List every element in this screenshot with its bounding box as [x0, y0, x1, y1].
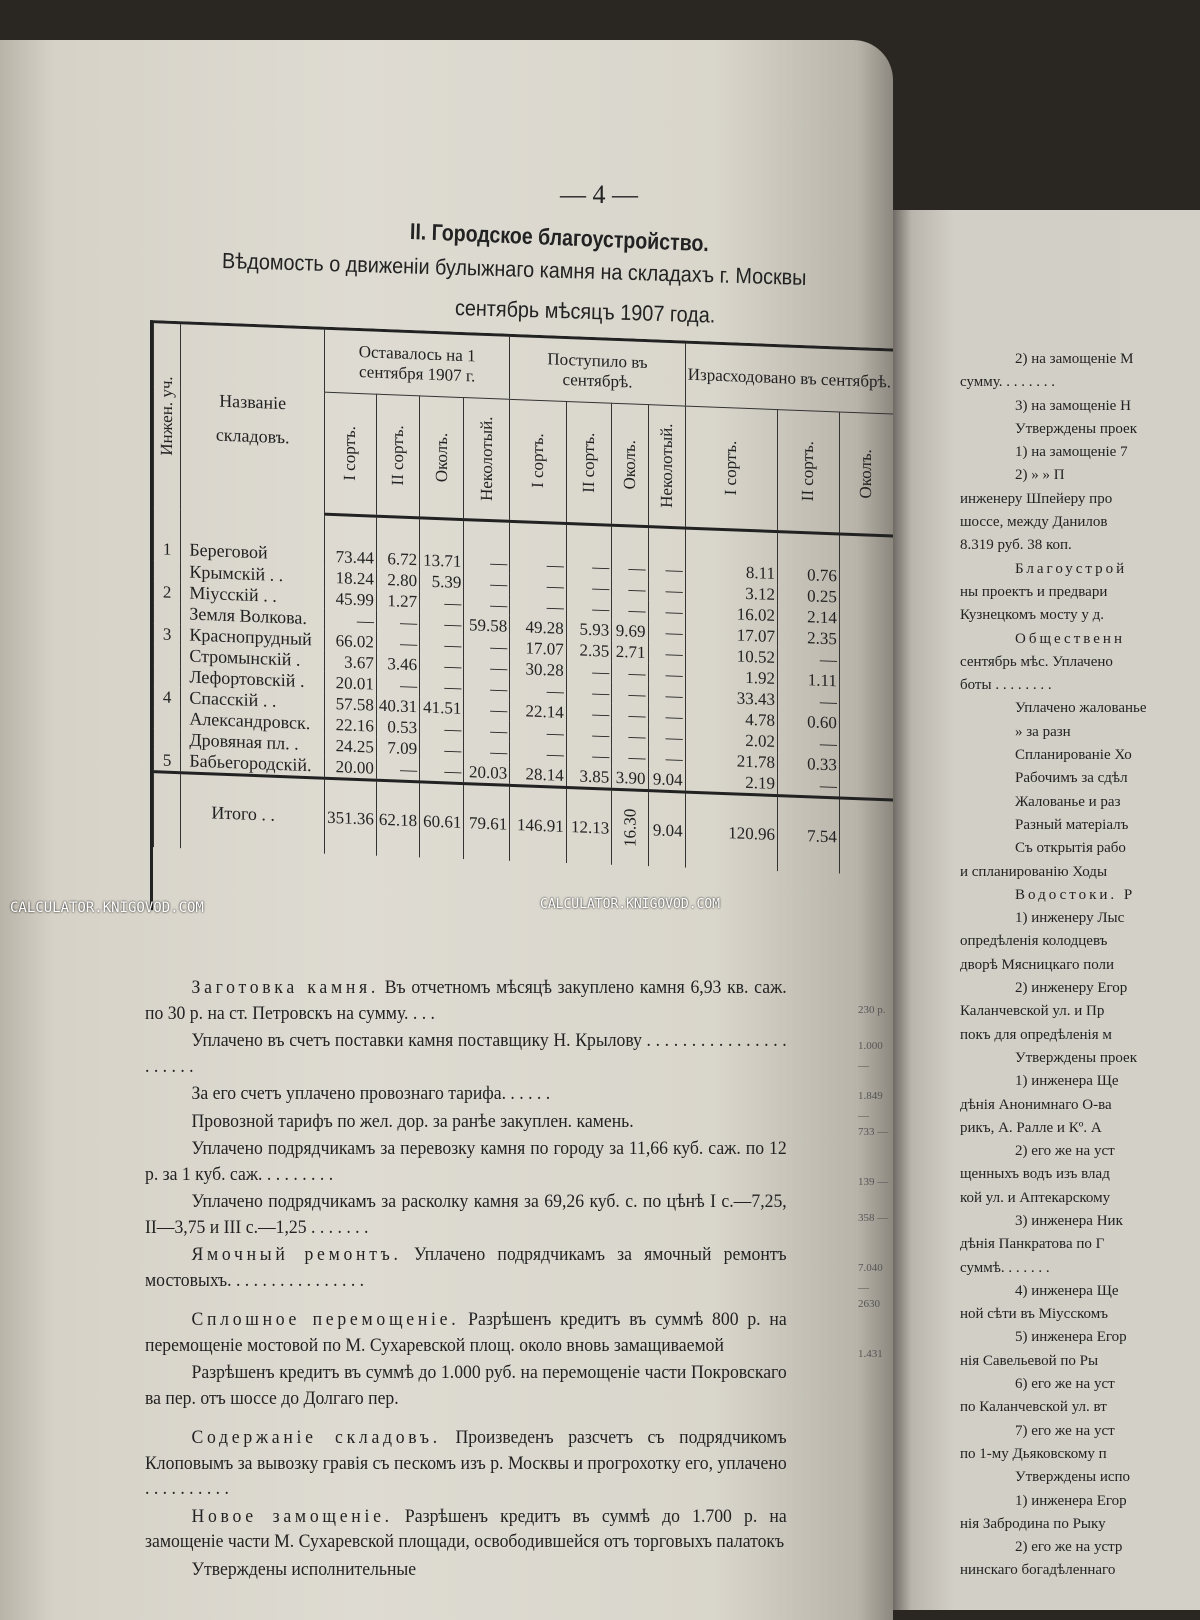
text-line: Утверждены испо: [1015, 1469, 1131, 1486]
district-cell: [154, 772, 181, 849]
district-cell: [154, 602, 181, 624]
page-number: — 4 —: [560, 180, 638, 209]
remained-cell: —: [376, 632, 419, 655]
remained-cell: 20.03: [464, 761, 510, 785]
text-line: сентябрь мѣс. Уплачено: [960, 653, 1113, 670]
spent-cell: 2.35: [777, 626, 839, 649]
paragraph-text: Произведенъ разсчетъ съ подрядчикомъ Клоповымъ за вывозку гравiя съ пескомъ изъ р. Москвы и прогрохотку его, уплачено . . . . . . . . . .: [145, 1427, 787, 1499]
received-cell: —: [612, 662, 648, 684]
watermark: CALCULATOR.KNIGOVOD.COM: [10, 900, 204, 916]
received-cell: 30.28: [510, 658, 566, 681]
received-cell: —: [648, 527, 685, 581]
paragraph-text: Провозной тарифъ по жел. дор. за ранѣе закуплен. камень.: [191, 1110, 634, 1132]
spent-cell: —: [777, 773, 839, 798]
total-cell: 146.91: [510, 785, 566, 863]
district-cell: [154, 665, 181, 687]
spent-cell: [839, 586, 893, 609]
remained-cell: —: [376, 674, 419, 697]
remained-cell: —: [464, 520, 510, 574]
spent-cell: —: [777, 647, 839, 670]
margin-amount: 1.000 —: [858, 1040, 883, 1072]
paragraph-lead: Новое замощенiе.: [191, 1505, 393, 1527]
header-received: Поступило въ сентябрѣ.: [510, 335, 685, 406]
text-line: сумму. . . . . . . .: [960, 374, 1055, 391]
subheader-okol: Околъ.: [420, 396, 464, 520]
text-line: Разный матерiалъ: [1015, 816, 1129, 833]
total-cell: 79.61: [464, 784, 510, 861]
paragraph: [145, 1360, 787, 1411]
spent-cell: 4.78: [685, 707, 777, 732]
margin-amount: 733 —: [858, 1126, 889, 1138]
text-line: 5) инженера Егор: [1015, 1329, 1127, 1346]
received-cell: —: [648, 621, 685, 643]
right-page: [893, 210, 1200, 1610]
paragraph-text: Уплачено подрядчикамъ за ямочный ремонтъ мостовыхъ. . . . . . . . . . . . . . . .: [145, 1244, 787, 1291]
warehouse-name-cell: Лефортовскiй .: [181, 666, 325, 693]
text-line: Утверждены проек: [1015, 1049, 1137, 1066]
text-line: ны проектъ и предвари: [960, 583, 1108, 600]
paragraph: [145, 1028, 787, 1079]
received-cell: —: [566, 702, 612, 725]
text-line: 6) его же на уст: [1015, 1376, 1115, 1393]
remained-cell: 1.27: [376, 590, 419, 613]
received-cell: 28.14: [510, 763, 566, 788]
text-line: рикъ, А. Ралле и Кº. А: [960, 1119, 1102, 1136]
district-cell: [154, 560, 181, 582]
remained-cell: —: [420, 675, 464, 698]
paragraph: [145, 1557, 787, 1583]
section-title: II. Городское благоустройство.: [409, 218, 710, 257]
paragraph-text: Разрѣшенъ кредитъ въ суммѣ 800 р. на перемощенiе мостовой по М. Сухаревской площ. около вновь замащиваемой: [145, 1309, 787, 1356]
received-cell: —: [510, 521, 566, 576]
received-cell: —: [612, 704, 648, 726]
text-line: Кузнецкомъ мосту у д.: [960, 607, 1105, 624]
text-line: 3) инженера Ник: [1015, 1212, 1123, 1229]
received-cell: 9.04: [648, 768, 685, 792]
received-cell: 3.85: [566, 765, 612, 789]
paragraph: [145, 1136, 787, 1187]
total-label: Итого . .: [181, 773, 325, 854]
remained-cell: 5.39: [420, 570, 464, 593]
text-line: покъ для опредѣленiя м: [960, 1026, 1112, 1043]
spent-cell: [839, 670, 893, 693]
remained-cell: —: [464, 719, 510, 742]
received-cell: 22.14: [510, 700, 566, 723]
remained-cell: 6.72: [376, 516, 419, 570]
remained-cell: 0.53: [376, 716, 419, 739]
text-line: Водостоки. Р: [1015, 886, 1136, 903]
text-line: и спланированiю Ходы: [960, 863, 1108, 880]
received-cell: —: [648, 600, 685, 622]
text-line: Съ открытiя рабо: [1015, 840, 1126, 857]
warehouse-name-cell: Александровск.: [181, 708, 325, 735]
header-remained: Оставалось на 1 сентября 1907 г.: [325, 328, 510, 399]
received-cell: —: [612, 599, 648, 621]
subheader-sort1: I сортъ.: [325, 392, 377, 516]
text-line: 2) его же на устр: [1015, 1539, 1123, 1556]
subheader-sort1: I сортъ.: [685, 406, 777, 532]
received-cell: 2.35: [566, 639, 612, 662]
text-line: суммѣ. . . . . . .: [960, 1259, 1050, 1276]
spent-cell: [839, 628, 893, 651]
remained-cell: 18.24: [325, 567, 377, 590]
spent-cell: [839, 775, 893, 800]
text-line: Благоустрой: [1015, 560, 1128, 577]
received-cell: 5.93: [566, 618, 612, 641]
received-cell: 2.71: [612, 641, 648, 663]
district-cell: 4: [154, 686, 181, 708]
text-line: 2) на замощенiе М: [1015, 351, 1134, 367]
received-cell: —: [612, 725, 648, 747]
received-cell: —: [648, 663, 685, 685]
right-page-text: [960, 348, 1200, 1583]
spent-cell: 0.25: [777, 584, 839, 607]
warehouse-name-cell: Земля Волкова.: [181, 603, 325, 630]
spent-cell: [839, 712, 893, 735]
paragraph-lead: Содержанiе складовъ.: [191, 1427, 441, 1448]
text-line: 3) на замощенiе Н: [1015, 397, 1131, 414]
paragraph-lead: Сплошное перемощенiе.: [191, 1309, 460, 1330]
text-line: Спланированiе Хо: [1015, 747, 1132, 764]
text-line: 1) инженеру Лыс: [1015, 910, 1125, 927]
spent-cell: [839, 754, 893, 777]
margin-amount: 1.431: [858, 1348, 883, 1360]
remained-cell: —: [420, 654, 464, 677]
district-cell: [154, 728, 181, 750]
paragraph-text: Разрѣшенъ кредитъ въ суммѣ до 1.000 руб. на перемощенiе части Покровскаго ва пер. отъ шоссе до Долгаго пер.: [145, 1362, 787, 1409]
total-cell: 16.30: [612, 789, 648, 866]
total-cell: 7.54: [777, 796, 839, 874]
remained-cell: 3.46: [376, 653, 419, 676]
district-cell: 3: [154, 623, 181, 645]
header-spent: Израсходовано въ сентябрѣ.: [685, 342, 893, 414]
remained-cell: —: [420, 591, 464, 614]
remained-cell: 13.71: [420, 518, 464, 572]
spent-cell: 21.78: [685, 749, 777, 774]
received-cell: —: [566, 744, 612, 767]
warehouse-name-cell: Крымскiй . .: [181, 561, 325, 588]
margin-amount: 139 —: [858, 1176, 889, 1188]
spent-cell: 1.11: [777, 668, 839, 691]
subheader-sort2: II сортъ.: [566, 401, 612, 525]
warehouse-name-cell: Бабьегородскiй.: [181, 750, 325, 778]
remained-cell: 73.44: [325, 514, 377, 568]
body-text: [145, 975, 787, 1584]
remained-cell: 59.58: [464, 614, 510, 637]
total-cell: [839, 798, 893, 876]
text-line: нiя Савельевой по Ры: [960, 1352, 1099, 1369]
remained-cell: 20.00: [325, 756, 377, 780]
text-line: Уплачено жалованье: [1015, 700, 1147, 717]
warehouse-name-cell: Береговой: [181, 509, 325, 567]
received-cell: 17.07: [510, 637, 566, 660]
district-cell: 1: [154, 508, 181, 562]
paragraph-lead: Заготовка камня.: [191, 977, 380, 998]
spent-cell: 3.12: [685, 581, 777, 606]
remained-cell: 7.09: [376, 737, 419, 760]
received-cell: —: [566, 660, 612, 683]
margin-amount: 2630: [858, 1298, 880, 1310]
margin-amount: 1.849 —: [858, 1090, 883, 1122]
subheader-sort2: II сортъ.: [777, 410, 839, 534]
received-cell: —: [566, 597, 612, 620]
remained-cell: 20.01: [325, 672, 377, 695]
received-cell: —: [612, 683, 648, 705]
text-line: Утверждены проек: [1015, 420, 1137, 437]
received-cell: —: [566, 723, 612, 746]
received-cell: —: [648, 684, 685, 706]
total-cell: 60.61: [420, 782, 464, 859]
header-uch: Инжен. уч.: [154, 322, 181, 509]
remained-cell: —: [464, 572, 510, 595]
text-line: по Каланчевской ул. вт: [960, 1399, 1107, 1416]
received-cell: —: [612, 746, 648, 768]
received-cell: —: [648, 726, 685, 748]
text-line: кой ул. и Аптекарскому: [960, 1189, 1111, 1206]
warehouse-name-cell: Краснопрудный: [181, 624, 325, 651]
received-cell: —: [510, 742, 566, 765]
spent-cell: 2.19: [685, 770, 777, 796]
total-cell: 12.13: [566, 787, 612, 864]
spent-cell: 8.11: [685, 528, 777, 584]
received-cell: —: [612, 525, 648, 579]
spent-cell: 17.07: [685, 623, 777, 648]
remained-cell: 45.99: [325, 588, 377, 611]
text-line: дворѣ Мясницкаго поли: [960, 956, 1115, 973]
total-cell: 351.36: [325, 778, 377, 855]
spent-cell: 0.76: [777, 532, 839, 587]
remained-cell: —: [420, 759, 464, 783]
text-line: 8.319 руб. 38 коп.: [960, 537, 1072, 554]
text-line: Жалованье и раз: [1015, 793, 1121, 810]
text-line: Общественн: [1015, 630, 1125, 647]
text-line: 2) инженеру Егор: [1015, 980, 1128, 997]
remained-cell: —: [420, 612, 464, 635]
text-line: опредѣленiя колодцевъ: [960, 933, 1108, 950]
district-cell: 5: [154, 749, 181, 773]
received-cell: —: [612, 578, 648, 600]
spent-cell: [839, 534, 893, 589]
spent-cell: [839, 691, 893, 714]
paragraph: [145, 1081, 787, 1107]
remained-cell: —: [420, 717, 464, 740]
received-cell: —: [566, 523, 612, 577]
spent-cell: [839, 733, 893, 756]
spent-cell: 10.52: [685, 644, 777, 669]
header-name: Названiе складовъ.: [181, 323, 325, 515]
received-cell: —: [566, 576, 612, 599]
spent-cell: 1.92: [685, 665, 777, 690]
received-cell: —: [510, 595, 566, 618]
paragraph: [145, 1504, 787, 1555]
watermark: CALCULATOR.KNIGOVOD.COM: [540, 897, 721, 912]
remained-cell: 41.51: [420, 696, 464, 719]
subheader-sort1: I сортъ.: [510, 399, 566, 523]
paragraph-lead: Ямочный ремонтъ.: [191, 1244, 402, 1265]
spent-cell: 16.02: [685, 602, 777, 627]
remained-cell: 57.58: [325, 693, 377, 716]
received-cell: 9.69: [612, 620, 648, 642]
subheader-okol: Околъ.: [839, 412, 893, 536]
spent-cell: 33.43: [685, 686, 777, 711]
received-cell: —: [510, 679, 566, 702]
paragraph-text: Въ отчетномъ мѣсяцѣ закуплено камня 6,93 кв. саж. по 30 р. на ст. Петровскъ на сумму. . . .: [145, 977, 787, 1024]
spent-cell: 2.14: [777, 605, 839, 628]
text-line: инженеру Шпейеру про: [960, 490, 1113, 507]
margin-amount: 230 р.: [858, 1004, 886, 1016]
text-line: ной сѣти въ Мiусскомъ: [960, 1306, 1108, 1323]
paragraph-text: За его счетъ уплачено провознаго тарифа. . . . . .: [191, 1083, 551, 1104]
remained-cell: 3.67: [325, 651, 377, 674]
subheader-nekol: Неколотый.: [464, 398, 510, 522]
total-cell: 9.04: [648, 791, 685, 868]
received-cell: —: [648, 747, 685, 769]
total-cell: 120.96: [685, 792, 777, 871]
total-cell: 62.18: [376, 780, 419, 857]
spent-cell: 0.33: [777, 752, 839, 775]
table-title-line1: Вѣдомость о движенiи булыжнаго камня на складахъ г. Москвы: [221, 248, 807, 291]
paragraph-text: Уплачено подрядчикамъ за перевозку камня по городу за 11,66 куб. саж. по 12 р. за 1 куб. саж. . . . . . . . .: [145, 1138, 787, 1185]
warehouse-name-cell: Дровяная пл. .: [181, 729, 325, 756]
warehouse-name-cell: Спасскiй . .: [181, 687, 325, 714]
received-cell: —: [510, 721, 566, 744]
received-cell: 49.28: [510, 616, 566, 639]
spent-cell: —: [777, 731, 839, 754]
spent-cell: [839, 607, 893, 630]
table-title-line2: сентябрь мѣсяцъ 1907 года.: [454, 295, 716, 328]
text-line: 4) инженера Ще: [1015, 1282, 1119, 1299]
remained-cell: —: [464, 593, 510, 616]
remained-cell: 24.25: [325, 735, 377, 758]
text-line: щенныхъ водъ изъ влад: [960, 1166, 1110, 1183]
paragraph-text: Уплачено въ счетъ поставки камня поставщику Н. Крылову . . . . . . . . . . . . . . . . . . . . . .: [145, 1030, 787, 1077]
text-line: Рабочимъ за сдѣл: [1015, 770, 1128, 787]
left-page: [0, 40, 893, 1620]
text-line: 1) инженера Ще: [1015, 1073, 1119, 1090]
subheader-sort2: II сортъ.: [376, 394, 419, 518]
remained-cell: —: [325, 609, 377, 632]
text-line: 1) на замощенiе 7: [1015, 444, 1128, 461]
district-cell: [154, 707, 181, 729]
margin-amounts: [858, 1000, 893, 1380]
paragraph: [145, 1425, 787, 1502]
district-cell: [154, 644, 181, 666]
stone-movement-table: [150, 320, 893, 939]
text-line: дѣнiя Анонимнаго О-ва: [960, 1096, 1112, 1113]
text-line: » за разн: [1015, 723, 1071, 740]
received-cell: 3.90: [612, 767, 648, 791]
received-cell: —: [510, 574, 566, 597]
text-line: дѣнiя Панкратова по Г: [960, 1236, 1105, 1253]
remained-cell: —: [376, 611, 419, 634]
spent-cell: —: [777, 689, 839, 712]
remained-cell: —: [464, 635, 510, 658]
remained-cell: —: [376, 758, 419, 782]
received-cell: —: [566, 681, 612, 704]
text-line: по 1-му Дьяковскому п: [960, 1445, 1107, 1462]
text-line: боты . . . . . . . .: [960, 677, 1052, 694]
paragraph: [145, 1189, 787, 1240]
subheader-okol: Околъ.: [612, 403, 648, 526]
text-line: шоссе, между Данилов: [960, 514, 1108, 531]
received-cell: —: [648, 642, 685, 664]
remained-cell: —: [420, 633, 464, 656]
paragraph-text: Уплачено подрядчикамъ за расколку камня за 69,26 куб. с. по цѣнѣ I с.—7,25, II—3,75 и III с.—1,25 . . . . . . .: [145, 1191, 787, 1238]
paragraph: [145, 1109, 787, 1135]
paragraph-text: Разрѣшенъ кредитъ въ суммѣ до 1.700 р. на замощенiе части М. Сухаревской площади, освободившейся отъ торговыхъ палатокъ: [145, 1505, 787, 1552]
paragraph-text: Утверждены исполнительные: [191, 1558, 417, 1580]
district-cell: 2: [154, 581, 181, 603]
remained-cell: —: [420, 738, 464, 761]
spent-cell: [839, 649, 893, 672]
text-line: 1) инженера Егор: [1015, 1492, 1127, 1509]
remained-cell: 2.80: [376, 569, 419, 592]
margin-amount: 358 —: [858, 1212, 889, 1224]
text-line: Каланчевской ул. и Пр: [960, 1003, 1105, 1020]
remained-cell: —: [464, 677, 510, 700]
warehouse-name-cell: Стромынскiй .: [181, 645, 325, 672]
remained-cell: —: [464, 698, 510, 721]
remained-cell: —: [464, 656, 510, 679]
remained-cell: 40.31: [376, 695, 419, 718]
margin-amount: 7.040 —: [858, 1262, 883, 1294]
text-line: нiя Забродина по Рыку: [960, 1515, 1106, 1532]
remained-cell: —: [464, 740, 510, 763]
remained-cell: 66.02: [325, 630, 377, 653]
received-cell: —: [648, 705, 685, 727]
spent-cell: 2.02: [685, 728, 777, 753]
text-line: 2) » » П: [1015, 467, 1065, 484]
text-line: 2) его же на уст: [1015, 1143, 1115, 1160]
warehouse-name-cell: Мiусскiй . .: [181, 582, 325, 609]
paragraph: [145, 1242, 787, 1293]
paragraph: [145, 975, 787, 1026]
subheader-nekol: Неколотый.: [648, 405, 685, 528]
paragraph: [145, 1307, 787, 1358]
text-line: 7) его же на уст: [1015, 1422, 1115, 1439]
received-cell: —: [648, 579, 685, 601]
remained-cell: 22.16: [325, 714, 377, 737]
spent-cell: 0.60: [777, 710, 839, 733]
text-line: нинскаго богадѣленнаго: [960, 1562, 1116, 1579]
